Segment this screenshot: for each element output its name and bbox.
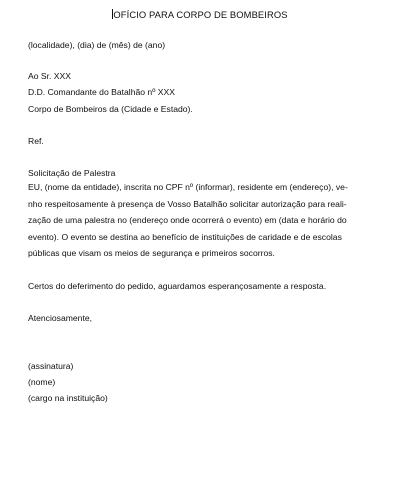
recipient-line-3: Corpo de Bombeiros da (Cidade e Estado). <box>28 104 193 114</box>
recipient-line-1: Ao Sr. XXX <box>28 71 71 81</box>
signature-line-1: (assinatura) <box>28 361 74 371</box>
document-title-wrap <box>0 9 400 20</box>
body-line: zação de uma palestra no (endereço onde ocorrerá o evento) em (data e horário do <box>28 215 347 226</box>
body-line: públicas que visam os meios de segurança e primeiros socorros. <box>28 248 275 259</box>
body-line: EU, (nome da entidade), inscrita no CPF nº (informar), residente em (endereço), ve- <box>28 182 348 192</box>
date-line: (localidade), (dia) de (mês) de (ano) <box>28 40 166 50</box>
signature-line-3: (cargo na instituição) <box>28 393 108 403</box>
body-paragraph <box>28 179 368 262</box>
reference-label: Ref. <box>28 136 44 146</box>
subject-line: Solicitação de Palestra <box>28 168 116 178</box>
closing-line: Certos do deferimento do pedido, aguardamos esperançosamente a resposta. <box>28 281 327 291</box>
body-line: nho respeitosamente à presença de Vosso Batalhão solicitar autorização para reali- <box>28 198 347 209</box>
document-title: OFÍCIO PARA CORPO DE BOMBEIROS <box>113 9 288 20</box>
signature-line-2: (nome) <box>28 377 56 387</box>
body-line: evento). O evento se destina ao benefício de instituições de caridade e de escolas <box>28 231 342 242</box>
recipient-line-2: D.D. Comandante do Batalhão nº XXX <box>28 87 175 97</box>
salutation: Atenciosamente, <box>28 313 93 323</box>
